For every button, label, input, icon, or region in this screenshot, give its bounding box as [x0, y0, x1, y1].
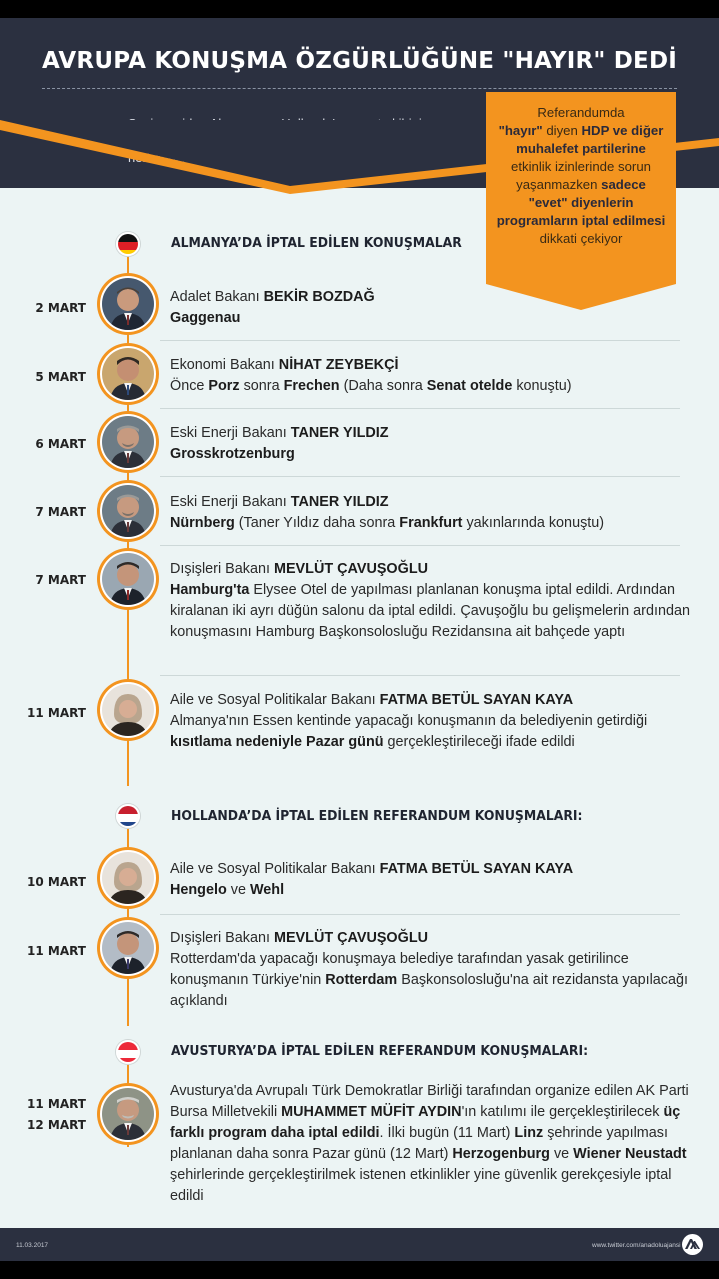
entry-location: Nürnberg — [170, 515, 235, 531]
entry-name: FATMA BETÜL SAYAN KAYA — [379, 692, 574, 708]
entry-text: konuştu) — [512, 378, 572, 394]
entry-location: Hamburg'ta — [170, 582, 250, 598]
avatar — [97, 343, 159, 405]
entry-text: Rotterdam'da yapacağı konuşmaya belediye tarafından yasak getirilince konuşmanın Türkiye'nin — [170, 951, 629, 988]
germany-flag-icon — [116, 232, 140, 256]
entry-text: şehirlerinde gerçekleştirilmek istenen etkinlikler yine güvenlik gerekçesiyle iptal edildi — [170, 1167, 672, 1204]
entry-text: Elysee Otel de yapılması planlanan konuşma iptal edildi. Ardından kiralanan iki ayrı düğün salonu da iptal edildi. Çavuşoğlu bu gelişmelerin ardından konuşmasını Hamburg Başkonsolosluğu Rezidansına ait bahçede yaptı — [170, 582, 690, 640]
list-item — [170, 1081, 690, 1207]
list-item — [170, 492, 690, 534]
entry-date: 12 MART — [27, 1118, 86, 1132]
callout-text: etkinlik izinlerinde sorun yaşanmazken — [510, 159, 651, 192]
entry-text: gerçekleştirileceği ifade edildi — [383, 734, 575, 750]
entry-text: (Taner Yıldız daha sonra — [234, 515, 400, 531]
list-item — [170, 423, 690, 465]
avatar — [97, 847, 159, 909]
entry-role: Aile ve Sosyal Politikalar Bakanı — [170, 692, 380, 708]
list-item — [170, 690, 690, 753]
entry-location: Wiener Neustadt — [573, 1146, 687, 1162]
entry-text: Önce — [170, 378, 209, 394]
entry-location: Rotterdam — [325, 972, 398, 988]
entry-name: MEVLÜT ÇAVUŞOĞLU — [273, 561, 428, 577]
divider — [160, 914, 680, 915]
entry-date: 11 MART — [27, 1097, 86, 1111]
avatar — [97, 411, 159, 473]
entry-name: NİHAT ZEYBEKÇİ — [278, 357, 399, 373]
entry-role: Aile ve Sosyal Politikalar Bakanı — [170, 861, 380, 877]
avatar — [97, 480, 159, 542]
entry-role: Dışişleri Bakanı — [170, 930, 274, 946]
section-title-austria: AVUSTURYA’DA İPTAL EDİLEN REFERANDUM KONUŞMALARI: — [171, 1043, 589, 1059]
entry-location: Frankfurt — [399, 515, 463, 531]
list-item — [170, 287, 690, 329]
entry-text: sonra — [239, 378, 284, 394]
divider — [160, 408, 680, 409]
entry-date: 7 MART — [35, 505, 86, 519]
entry-role: Eski Enerji Bakanı — [170, 425, 291, 441]
callout-box — [486, 92, 676, 284]
bottom-black-bar — [0, 1261, 719, 1279]
callout-bold: sadece "evet" diyenlerin programların iptal edilmesi — [496, 177, 666, 228]
entry-location: Gaggenau — [170, 310, 241, 326]
avatar — [97, 1083, 159, 1145]
callout-text: dikkati çekiyor — [539, 231, 623, 246]
callout-text: Referandumda — [537, 105, 625, 120]
netherlands-flag-icon — [116, 804, 140, 828]
entry-text: (Daha sonra — [339, 378, 427, 394]
footer-url: www.twitter.com/anadoluajansi — [592, 1242, 681, 1249]
callout-bold: "hayır" — [498, 123, 543, 138]
list-item — [170, 928, 690, 1012]
divider — [160, 675, 680, 676]
divider — [160, 545, 680, 546]
entry-text: yakınlarında konuştu) — [462, 515, 605, 531]
list-item — [170, 559, 690, 643]
divider — [160, 476, 680, 477]
aa-logo-icon — [682, 1234, 703, 1255]
entry-role: Adalet Bakanı — [170, 289, 264, 305]
entry-location: Wehl — [249, 882, 285, 898]
entry-name: FATMA BETÜL SAYAN KAYA — [379, 861, 574, 877]
entry-text: Almanya'nın Essen kentinde yapacağı konuşmanın da belediyenin getirdiği — [170, 713, 648, 729]
divider — [160, 340, 680, 341]
section-title-netherlands: HOLLANDA’DA İPTAL EDİLEN REFERANDUM KONUŞMALARI: — [171, 808, 583, 824]
entry-text: ve — [226, 882, 250, 898]
entry-text: Avusturya'da Avrupalı Türk Demokratlar Birliği tarafından organize edilen AK Parti Bursa Milletvekili — [170, 1083, 689, 1120]
entry-text: ve — [549, 1146, 574, 1162]
page-title: AVRUPA KONUŞMA ÖZGÜRLÜĞÜNE "HAYIR" DEDİ — [41, 48, 678, 74]
callout-bold: HDP ve diğer muhalefet partilerine — [516, 123, 664, 156]
top-black-bar — [0, 0, 719, 18]
entry-date: 11 MART — [27, 944, 86, 958]
entry-date: 2 MART — [35, 301, 86, 315]
entry-name: MEVLÜT ÇAVUŞOĞLU — [273, 930, 428, 946]
entry-location: Grosskrotzenburg — [170, 446, 295, 462]
entry-role: Eski Enerji Bakanı — [170, 494, 291, 510]
entry-location: Hengelo — [170, 882, 227, 898]
entry-text: şehrinde yapılması planlanan daha sonra Pazar günü (12 Mart) — [170, 1125, 668, 1162]
entry-text: . İlki bugün (11 Mart) — [379, 1125, 515, 1141]
list-item — [170, 355, 690, 397]
avatar — [97, 679, 159, 741]
entry-location: Frechen — [283, 378, 340, 394]
entry-text: Başkonsolosluğu'na ait rezidansta yapılacağı açıklandı — [170, 972, 688, 1009]
entry-date: 7 MART — [35, 573, 86, 587]
entry-date: 10 MART — [27, 875, 86, 889]
avatar — [97, 917, 159, 979]
entry-highlight: üç farklı program daha iptal edildi — [170, 1104, 681, 1141]
entry-location: Senat otelde — [426, 378, 513, 394]
callout-text: diyen — [542, 123, 582, 138]
title-divider — [42, 88, 677, 89]
footer-date: 11.03.2017 — [16, 1242, 49, 1249]
entry-role: Ekonomi Bakanı — [170, 357, 279, 373]
entry-date: 5 MART — [35, 370, 86, 384]
entry-name: MUHAMMET MÜFİT AYDIN — [281, 1104, 462, 1120]
list-item — [170, 859, 690, 901]
avatar — [97, 548, 159, 610]
section-title-germany: ALMANYA’DA İPTAL EDİLEN KONUŞMALAR — [171, 235, 462, 251]
entry-date: 6 MART — [35, 437, 86, 451]
entry-role: Dışişleri Bakanı — [170, 561, 274, 577]
entry-highlight: kısıtlama nedeniyle Pazar günü — [170, 734, 384, 750]
entry-location: Porz — [208, 378, 240, 394]
avatar — [97, 273, 159, 335]
entry-date: 11 MART — [27, 706, 86, 720]
entry-name: TANER YILDIZ — [290, 425, 389, 441]
footer — [0, 1228, 719, 1261]
austria-flag-icon — [116, 1040, 140, 1064]
entry-location: Herzogenburg — [452, 1146, 550, 1162]
entry-name: TANER YILDIZ — [290, 494, 389, 510]
entry-location: Linz — [514, 1125, 544, 1141]
entry-name: BEKİR BOZDAĞ — [263, 289, 375, 305]
entry-text: 'ın katılımı ile gerçekleştirilecek — [461, 1104, 664, 1120]
